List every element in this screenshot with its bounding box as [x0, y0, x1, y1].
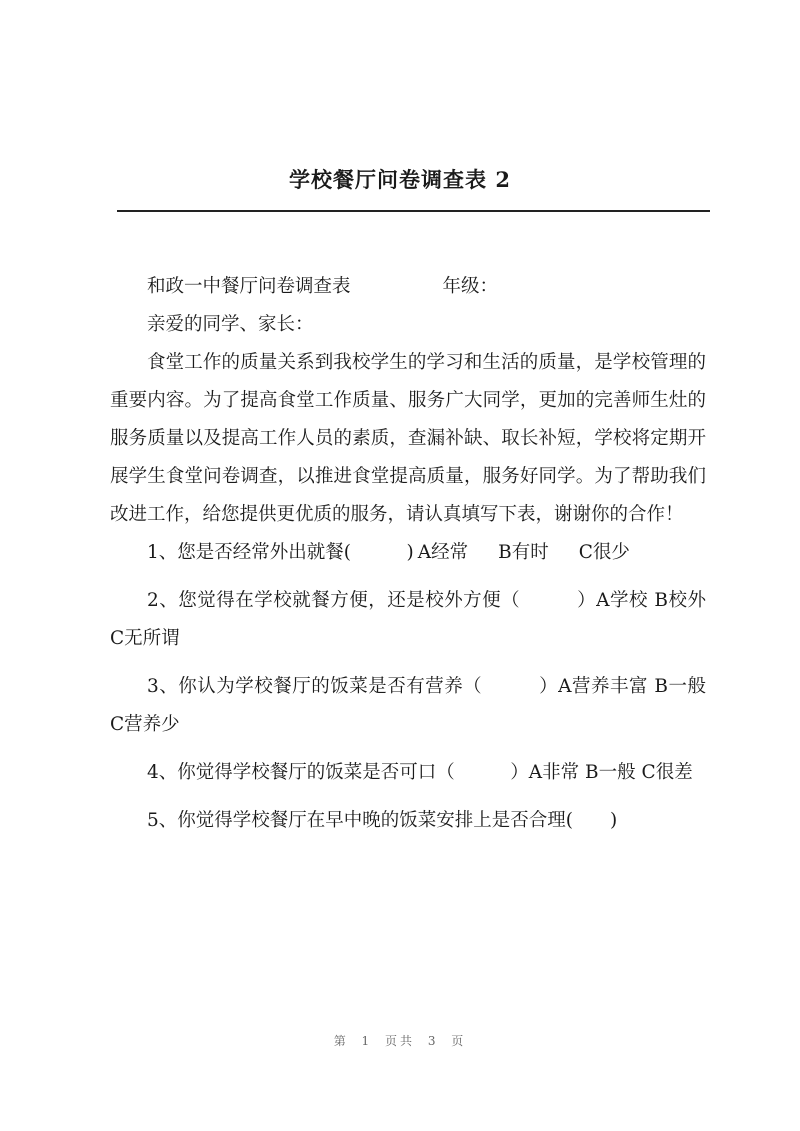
question-4 [110, 754, 706, 792]
option-b: B一般 [585, 762, 636, 783]
survey-header-line [110, 268, 706, 306]
greeting: 亲爱的同学、家长： [147, 314, 314, 335]
option-c: C很少 [578, 542, 630, 563]
intro-paragraph: 食堂工作的质量关系到我校学生的学习和生活的质量，是学校管理的重要内容。为了提高食堂工作质量、服务广大同学，更加的完善师生灶的服务质量以及提高工作人员的素质，查漏补缺、取长补短，学校将定期开展学生食堂问卷调查，以推进食堂提高质量，服务好同学。为了帮助我们改进工作，给您提供更优质的服务，请认真填写下表，谢谢你的合作！ [110, 352, 706, 525]
page-title: 学校餐厅问卷调查表 2 [289, 167, 511, 192]
option-c: C营养少 [110, 714, 180, 735]
question-1 [110, 534, 706, 572]
question-text: 1、您是否经常外出就餐( ) [147, 542, 414, 563]
question-text: 4、你觉得学校餐厅的饭菜是否可口（ ） [147, 762, 529, 783]
page-number-footer: 第 1 页共 3 页 [333, 1034, 467, 1048]
option-a: A经常 [417, 542, 469, 563]
grade-label: 年级： [442, 276, 499, 297]
option-c: C无所谓 [110, 628, 180, 649]
survey-name: 和政一中餐厅问卷调查表 [147, 276, 351, 297]
option-b: B有时 [498, 542, 549, 563]
option-b: B一般 [654, 676, 706, 697]
question-2 [110, 582, 706, 658]
question-text: 3、你认为学校餐厅的饭菜是否有营养（ ） [147, 676, 559, 697]
question-text: 2、您觉得在学校就餐方便，还是校外方便（ ） [147, 590, 597, 611]
question-5 [110, 802, 706, 840]
option-a: A非常 [528, 762, 580, 783]
option-a: A学校 [596, 590, 649, 611]
option-a: A营养丰富 [558, 676, 649, 697]
question-text: 5、你觉得学校餐厅在早中晚的饭菜安排上是否合理( ) [147, 810, 618, 831]
document-body [110, 268, 706, 850]
option-b: B校外 [654, 590, 706, 611]
question-3 [110, 668, 706, 744]
option-c: C很差 [641, 762, 693, 783]
title-divider [117, 210, 710, 212]
